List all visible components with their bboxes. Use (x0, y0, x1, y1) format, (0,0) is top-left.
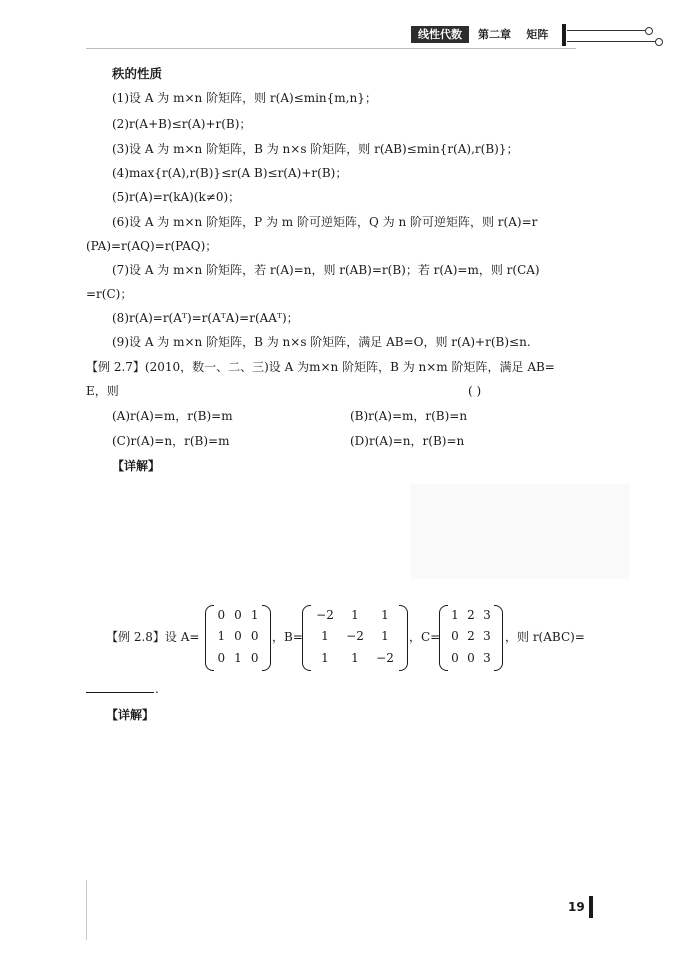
property-7-line2: =r(C)； (86, 287, 133, 301)
example-2-8-suffix: ，则 r(ABC)= (505, 630, 585, 644)
property-1: (1)设 A 为 m×n 阶矩阵，则 r(A)≤min{m,n}； (112, 91, 377, 105)
section-title: 秩的性质 (112, 66, 163, 81)
matrix-cell: −2 (346, 629, 364, 644)
matrix-cell: 0 (217, 650, 226, 665)
matrix-cell: 0 (250, 650, 259, 665)
property-4: (4)max{r(A),r(B)}≤r(A B)≤r(A)+r(B)； (112, 166, 348, 180)
matrix-cell: 1 (217, 629, 226, 644)
header-circle-decoration (655, 38, 663, 46)
matrix-cell: 0 (451, 650, 459, 665)
matrix-cell: 1 (451, 608, 459, 622)
example-2-7-question-line1: 【例 2.7】(2010，数一、二、三)设 A 为m×n 阶矩阵，B 为 n×m 阶矩阵，满足 AB= (86, 360, 555, 374)
header-subject-tag: 线性代数 (411, 26, 469, 43)
answer-fill-line (86, 692, 154, 693)
page-number-bar (589, 896, 593, 918)
matrix-c-label: ，C= (409, 630, 441, 644)
option-c: (C)r(A)=n，r(B)=m (112, 434, 230, 448)
matrix-cell: 0 (451, 629, 459, 644)
matrix-cell: 3 (483, 650, 491, 665)
property-7-line1: (7)设 A 为 m×n 阶矩阵，若 r(A)=n，则 r(AB)=r(B)；若 r(A)=m，则 r(CA) (112, 263, 540, 277)
example-2-8-prefix: 【例 2.8】设 A= (106, 630, 200, 644)
answer-period: . (155, 682, 159, 696)
header-circle-decoration (645, 27, 653, 35)
page-number: 19 (568, 900, 585, 914)
faint-area (410, 484, 630, 579)
matrix-cell: 1 (351, 608, 359, 622)
property-9: (9)设 A 为 m×n 阶矩阵，B 为 n×s 阶矩阵，满足 AB=O，则 r(A)+r(B)≤n. (112, 335, 531, 349)
option-d: (D)r(A)=n，r(B)=n (350, 434, 465, 448)
matrix-cell: 1 (351, 650, 359, 665)
matrix-cell: 1 (321, 650, 329, 665)
matrix-cell: 1 (234, 650, 242, 665)
matrix-c (439, 605, 503, 669)
header-line-decoration (567, 41, 656, 42)
matrix-cell: 1 (381, 608, 389, 622)
matrix-cell: 0 (217, 608, 226, 622)
option-b: (B)r(A)=m，r(B)=n (350, 409, 468, 423)
property-6-line1: (6)设 A 为 m×n 阶矩阵，P 为 m 阶可逆矩阵，Q 为 n 阶可逆矩阵，则 r(A)=r (112, 215, 538, 229)
property-2: (2)r(A+B)≤r(A)+r(B)； (112, 117, 252, 131)
matrix-cell: 0 (250, 629, 259, 644)
option-a: (A)r(A)=m，r(B)=m (112, 409, 233, 423)
matrix-b (302, 605, 408, 669)
matrix-cell: −2 (316, 608, 334, 622)
matrix-cell: 1 (321, 629, 329, 644)
solution-heading: 【详解】 (106, 708, 155, 722)
matrix-cell: 0 (467, 650, 475, 665)
matrix-cell: 0 (234, 608, 242, 622)
solution-heading: 【详解】 (112, 459, 161, 473)
property-5: (5)r(A)=r(kA)(k≠0)； (112, 190, 241, 204)
property-6-line2: (PA)=r(AQ)=r(PAQ)； (86, 239, 218, 253)
example-2-7-question-line2: E，则 (86, 384, 119, 398)
header-rule (86, 48, 576, 49)
header-bar-decoration (562, 24, 566, 46)
property-3: (3)设 A 为 m×n 阶矩阵，B 为 n×s 阶矩阵，则 r(AB)≤min{r(A),r(B)}； (112, 142, 519, 156)
header-chapter-title: 第二章 矩阵 (478, 28, 549, 41)
footer-rule (86, 880, 87, 940)
matrix-a (205, 605, 271, 669)
answer-blank: ( ) (468, 384, 482, 398)
matrix-cell: 2 (467, 608, 475, 622)
matrix-b-label: ，B= (272, 630, 303, 644)
matrix-cell: 1 (250, 608, 259, 622)
matrix-cell: 2 (467, 629, 475, 644)
matrix-cell: 0 (234, 629, 242, 644)
property-8: (8)r(A)=r(Aᵀ)=r(AᵀA)=r(AAᵀ)； (112, 311, 299, 325)
matrix-cell: 3 (483, 608, 491, 622)
matrix-cell: 1 (381, 629, 389, 644)
header-line-decoration (567, 30, 646, 31)
matrix-cell: −2 (376, 650, 394, 665)
matrix-cell: 3 (483, 629, 491, 644)
